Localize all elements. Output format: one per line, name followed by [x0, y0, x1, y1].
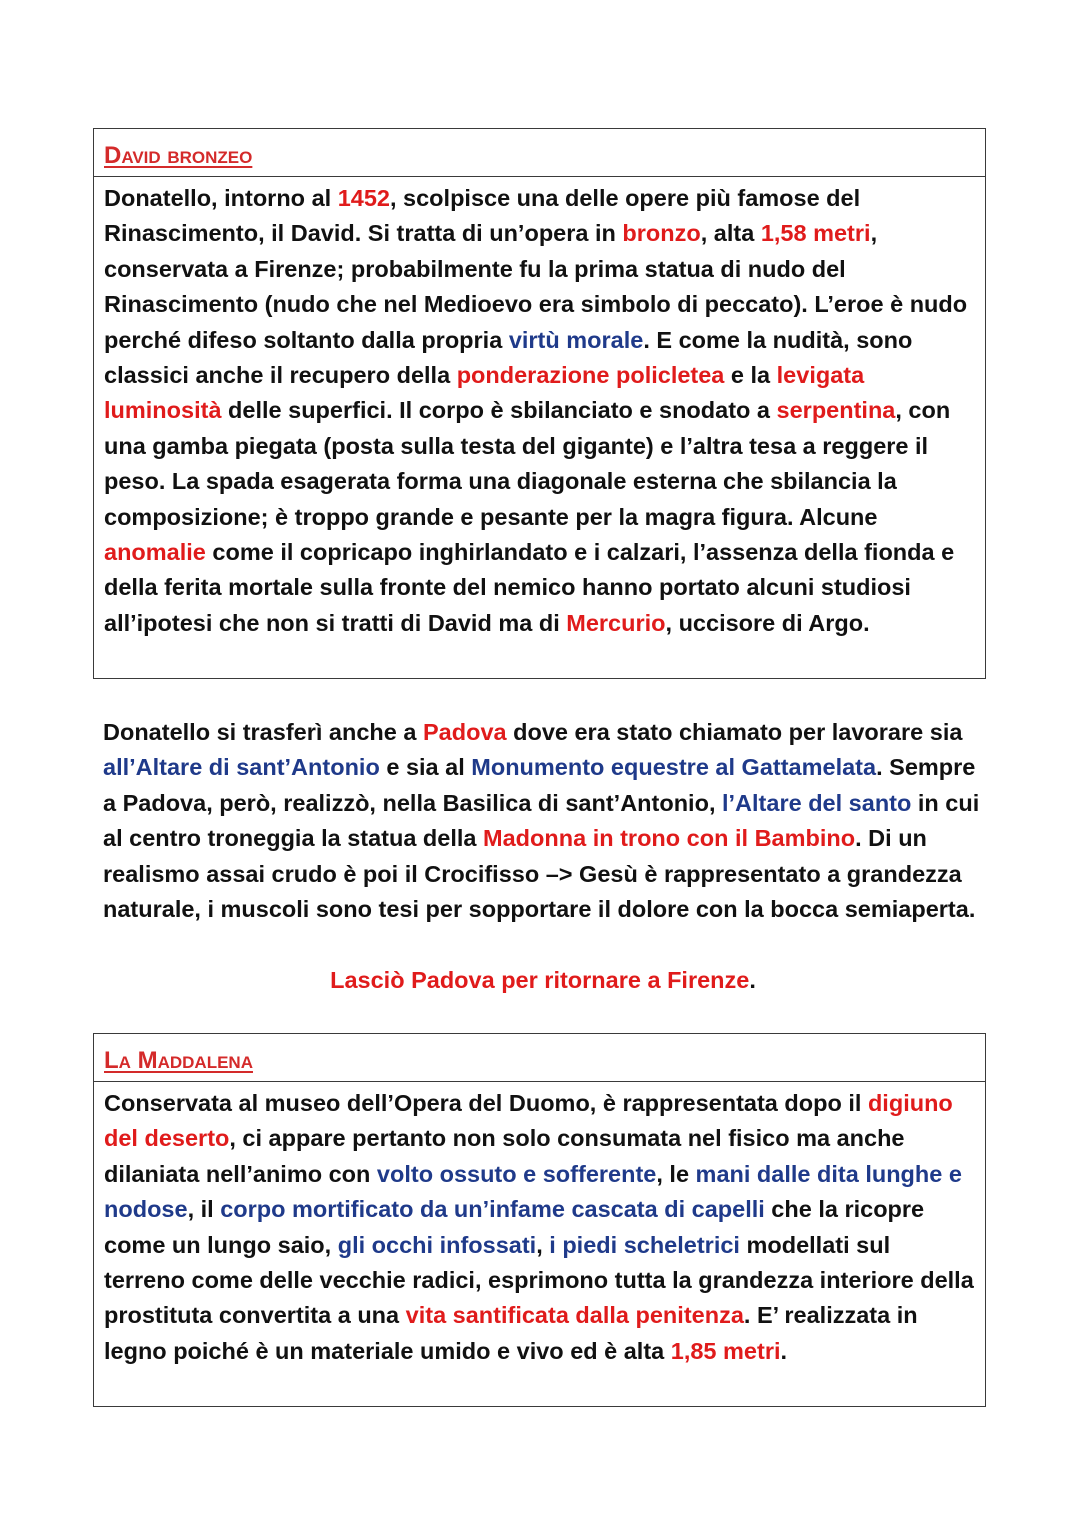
highlight-blue: corpo mortificato da un’infame cascata di capelli	[220, 1196, 765, 1223]
highlight-red: digiuno del deserto	[104, 1090, 953, 1152]
highlight-blue: i piedi scheletrici	[549, 1231, 740, 1258]
maddalena-title-text: La Maddalena	[104, 1047, 253, 1074]
highlight-red: ponderazione policletea	[456, 362, 725, 389]
highlight-red: Madonna in trono con il Bambino	[483, 825, 856, 852]
highlight-red: 1,85 metri	[670, 1337, 781, 1364]
text-run: .	[780, 1337, 788, 1364]
text-run: . Di un realismo assai crudo è poi il Crocifisso –> Gesù è rappresentato a grandezza naturale, i muscoli sono tesi per sopportare il dolore con la bocca semiaperta.	[103, 825, 976, 923]
text-run: , il	[187, 1196, 221, 1223]
highlight-red: Padova	[422, 719, 507, 745]
text-run: , con una gamba piegata (posta sulla testa del gigante) e l’altra tesa a reggere il peso. La spada esagerata forma una diagonale esterna che sbilancia la composizione; è troppo grande e pesante per la magra figura. Alcune	[104, 397, 951, 530]
text-run: dove era stato chiamato per lavorare sia	[506, 719, 963, 745]
text-run: che la ricopre come un lungo saio,	[104, 1196, 925, 1258]
text-run: Conservata al museo dell’Opera del Duomo, è rappresentata dopo il	[104, 1090, 868, 1116]
highlight-blue: virtù morale	[508, 326, 644, 353]
text-run: , le	[656, 1160, 696, 1187]
highlight-red: bronzo	[622, 220, 701, 247]
text-run: ,	[536, 1231, 550, 1258]
highlight-red: levigata luminosità	[104, 362, 865, 424]
text-run: , alta	[700, 220, 761, 247]
david-bronzeo-title-text: David bronzeo	[104, 142, 253, 169]
highlight-blue: Monumento equestre al Gattamelata	[471, 754, 877, 781]
highlight-red: vita santificata dalla penitenza	[405, 1302, 744, 1329]
text-run: , uccisore di Argo.	[665, 609, 870, 636]
text-run: e sia al	[379, 754, 472, 781]
text-run: . E’ realizzata in legno poiché è un materiale umido e vivo ed è alta	[104, 1302, 918, 1364]
text-run: Donatello, intorno al	[104, 185, 338, 211]
highlight-red: Lasciò Padova per ritornare a Firenze	[330, 967, 750, 993]
highlight-red: Mercurio	[566, 609, 666, 636]
text-run: , ci appare pertanto non solo consumata nel fisico ma anche dilaniata nell’animo con	[104, 1125, 905, 1187]
padova-closing-line	[103, 963, 983, 998]
text-run: , conservata a Firenze; probabilmente fu la prima statua di nudo del Rinascimento (nudo che nel Medioevo era simbolo di peccato). L’eroe è nudo perché difeso soltanto dalla propria	[104, 220, 968, 353]
maddalena-box	[93, 1033, 986, 1407]
highlight-blue: l’Altare del santo	[722, 789, 912, 816]
text-run: in cui al centro troneggia la statua della	[103, 789, 980, 852]
david-bronzeo-title	[94, 129, 985, 177]
highlight-blue: mani dalle dita lunghe e nodose	[104, 1160, 962, 1223]
highlight-red: anomalie	[104, 539, 206, 566]
maddalena-text	[94, 1082, 985, 1375]
highlight-red: 1452	[337, 185, 390, 211]
text-run: , scolpisce una delle opere più famose del Rinascimento, il David. Si tratta di un’opera in	[104, 185, 861, 247]
david-bronzeo-box	[93, 128, 986, 679]
text-run: .	[749, 967, 756, 993]
text-run: . Sempre a Padova, però, realizzò, nella Basilica di sant’Antonio,	[103, 754, 976, 816]
text-run: come il copricapo inghirlandato e i calzari, l’assenza della fionda e della ferita mortale sulla fronte del nemico hanno portato alcuni studiosi all’ipotesi che non si tratti di David ma di	[104, 539, 955, 636]
text-run: . E come la nudità, sono classici anche il recupero della	[104, 326, 913, 389]
text-run: e la	[724, 362, 777, 389]
text-run: delle superfici. Il corpo è sbilanciato e snodato a	[221, 397, 777, 424]
highlight-blue: gli occhi infossati	[337, 1231, 537, 1258]
david-bronzeo-text	[94, 177, 985, 647]
text-run: modellati sul terreno come delle vecchie radici, esprimono tutta la grandezza interiore della prostituta convertita a una	[104, 1231, 974, 1329]
padova-paragraph	[103, 715, 983, 927]
highlight-red: 1,58 metri	[760, 220, 871, 247]
maddalena-title	[94, 1034, 985, 1082]
highlight-blue: volto ossuto e sofferente	[376, 1160, 657, 1187]
text-run: Donatello si trasferì anche a	[103, 719, 423, 745]
highlight-blue: all’Altare di sant’Antonio	[103, 754, 380, 781]
highlight-red: serpentina	[776, 397, 896, 424]
